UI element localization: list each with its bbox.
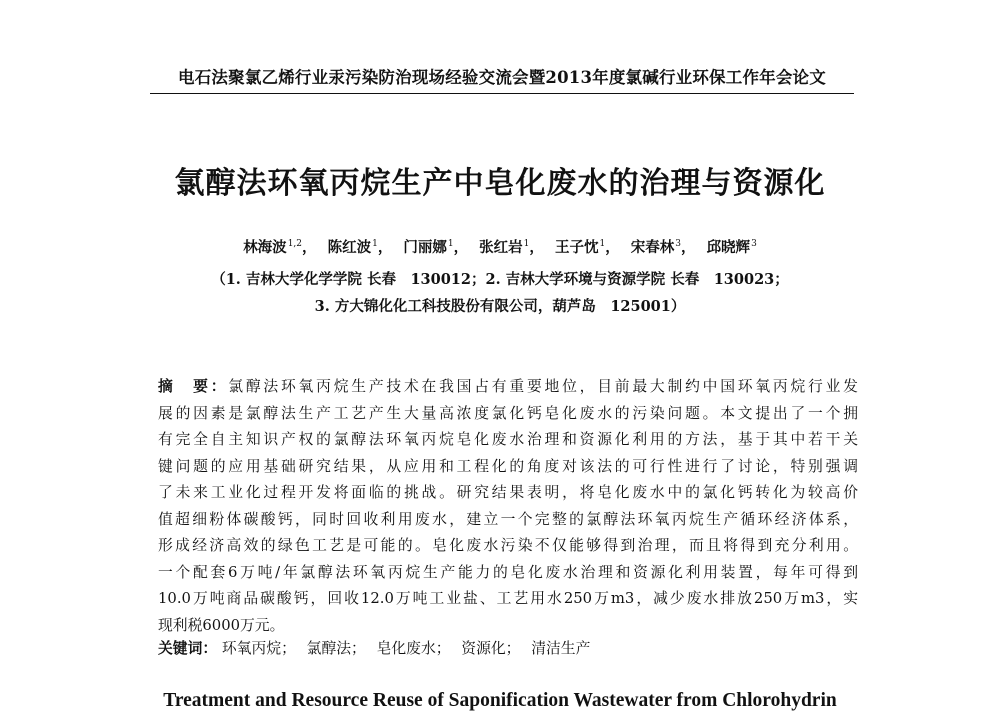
keywords [158,637,858,658]
keyword: 皂化废水； [376,640,451,657]
author: 陈红波$^1$ [327,239,378,256]
abstract-line: 键问题的应用基础研究结果，从应用和工程化的角度对该法的可行性进行了讨论，特别强调 [158,457,858,475]
abstract-line: 摘 要：氯醇法环氧丙烷生产技术在我国占有重要地位，目前最大制约中国环氧丙烷行业发 [158,378,858,395]
abstract [158,374,858,639]
header-rule [150,93,854,94]
keyword: 清洁生产 [531,640,591,657]
affiliation-line: （1. 吉林大学化学学院 长春 130012；2. 吉林大学环境与资源学院 长春 130023； [211,271,789,288]
author: 林海波$^{1,2}$ [243,239,303,256]
abstract-line: 有完全自主知识产权的氯醇法环氧丙烷皂化废水治理和资源化利用的方法，基于其中若干关 [158,431,858,448]
abstract-line: 值超细粉体碳酸钙，同时回收利用废水，建立一个完整的氯醇法环氧丙烷生产循环经济体系， [158,510,858,528]
author: 门丽娜$^1$ [403,239,454,256]
keyword: 环氧丙烷； [221,640,296,657]
author: 王子忱$^1$ [554,239,606,256]
abstract-line: 了未来工业化过程开发将面临的挑战。研究结果表明，将皂化废水中的氯化钙转化为较高价 [158,484,858,501]
abstract-line: 一个配套6万吨/年氯醇法环氧丙烷生产能力的皂化废水治理和资源化利用装置，每年可得到 [158,563,858,581]
abstract-line: 形成经济高效的绿色工艺是可能的。皂化废水污染不仅能够得到治理，而且将得到充分利用。 [158,537,858,554]
abstract-line: 现利税6000万元。 [158,616,285,634]
keyword: 资源化； [461,640,521,657]
abstract-line: 10.0万吨商品碳酸钙，回收12.0万吨工业盐、工艺用水250万m3，减少废水排放250万m3，实 [158,590,858,607]
author: 邱晓辉$^3$ [706,239,757,256]
paper-title: 氯醇法环氧丙烷生产中皂化废水的治理与资源化 [174,166,826,201]
affiliation-line: 3. 方大锦化化工科技股份有限公司，葫芦岛 125001） [314,298,686,315]
author: 张红岩$^1$ [479,239,530,256]
running-header: 电石法聚氯乙烯行业汞污染防治现场经验交流会暨2013年度氯碱行业环保工作年会论文 [178,68,826,87]
abstract-line: 展的因素是氯醇法生产工艺产生大量高浓度氯化钙皂化废水的污染问题。本文提出了一个拥 [158,404,858,422]
author-list: 林海波$^{1,2}$， 陈红波$^1$， 门丽娜$^1$， 张红岩$^1$， 王子忱$^1$， 宋春林$^3$， 邱晓辉$^3$ [243,239,757,256]
author: 宋春林$^3$ [630,239,681,256]
abstract-label: 摘 要： [158,378,229,395]
english-title: Treatment and Resource Reuse of Saponification Wastewater from Chlorohydrin [163,690,837,711]
keyword: 氯醇法； [306,640,366,657]
keywords-label: 关键词： [158,640,218,657]
